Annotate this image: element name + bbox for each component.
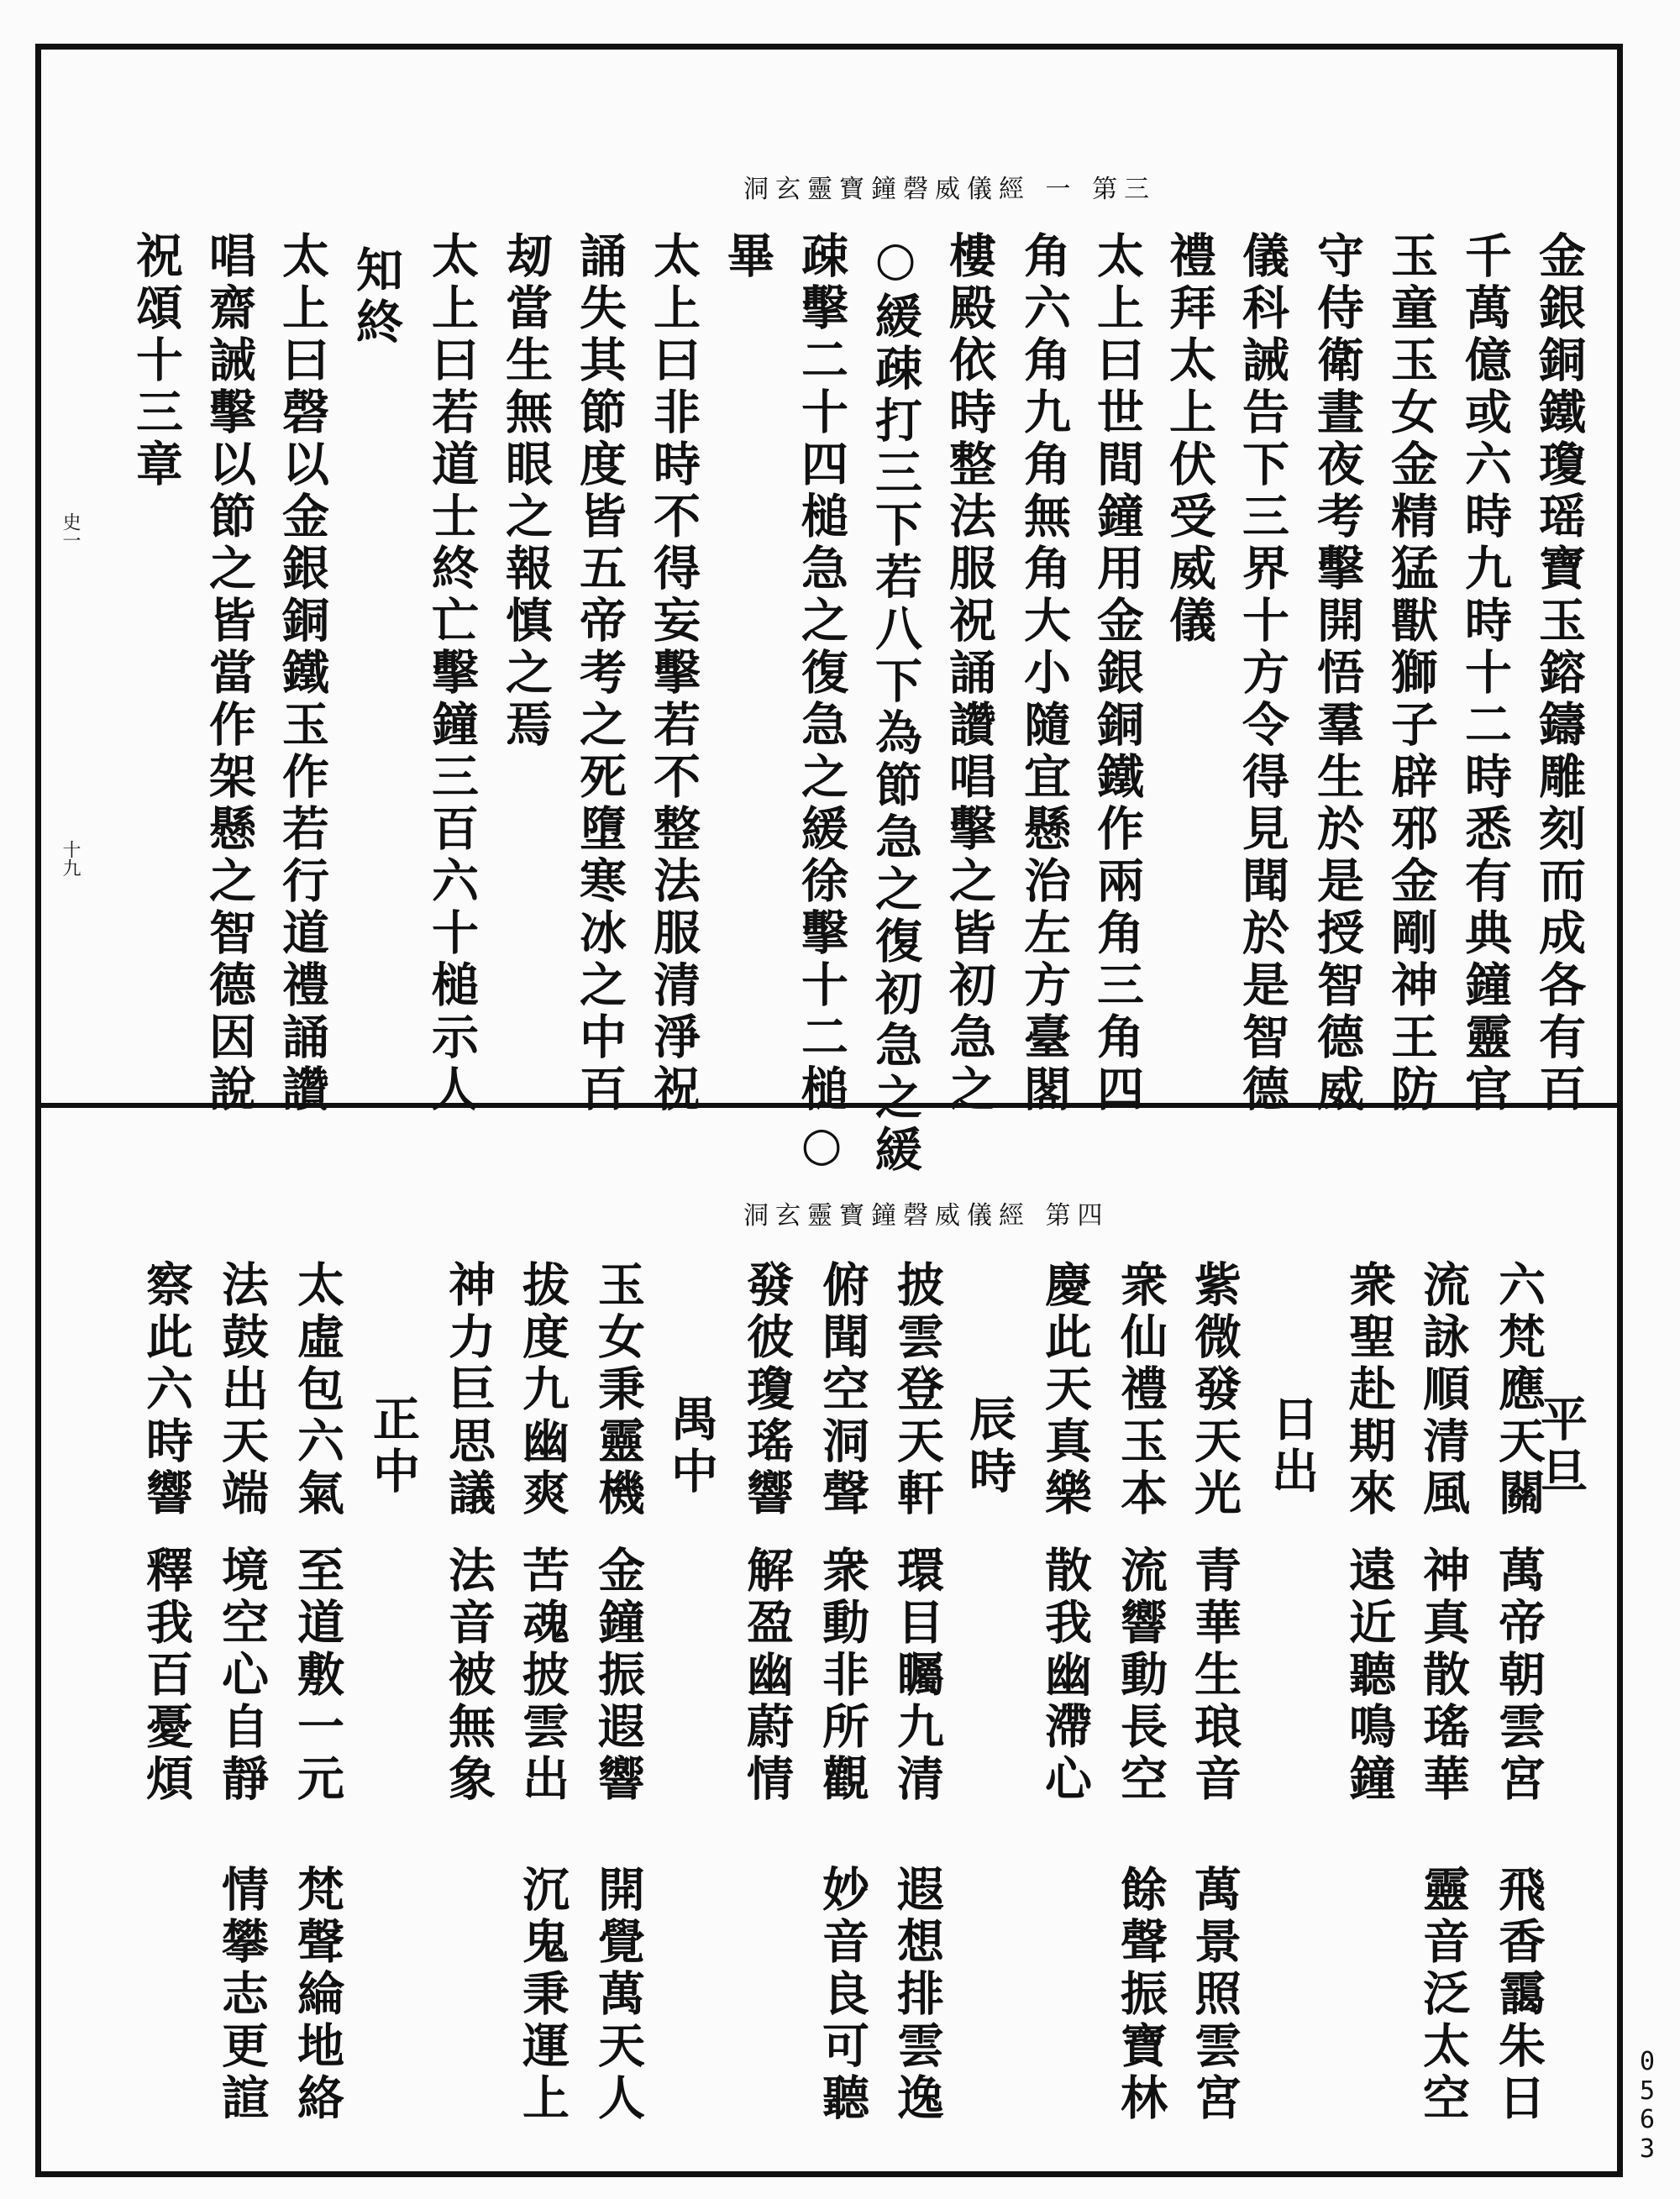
text-column: 角六角九角無角大小隨宜懸治左方臺閣 [1016, 231, 1072, 1116]
verse-segment: 情攀志更諠 [214, 1865, 270, 2125]
text-column: 千萬億或六時九時十二時悉有典鐘靈官 [1457, 231, 1513, 1116]
margin-page-number [1636, 2048, 1658, 2164]
verse-segment: 靈音泛太空 [1415, 1865, 1471, 2125]
margin-digit: 6 [1639, 2105, 1656, 2134]
text-column: 太上曰若道士終亡擊鐘三百六十槌示人 [424, 231, 480, 1116]
text-column: 玉童玉女金精猛獸獅子辟邪金剛神王防 [1383, 231, 1439, 1116]
verse-segment: 苦魂披雲出 [515, 1546, 570, 1806]
text-column: 刼當生無眼之報慎之焉 [498, 231, 554, 752]
verse-segment: 紫微發天光 [1187, 1260, 1242, 1520]
section-heading: 正中 [365, 1394, 421, 1498]
verse-segment: 飛香靄朱日 [1491, 1865, 1546, 2125]
verse-segment: 披雲登天軒 [890, 1260, 945, 1520]
text-column: 樓殿依時整法服祝誦讚唱擊之皆初急之 [942, 231, 997, 1116]
verse-segment: 神真散瑤華 [1415, 1546, 1471, 1806]
verse-segment: 法鼓出天端 [214, 1260, 270, 1520]
text-column: 誦失其節度皆五帝考之死墮寒冰之中百 [572, 231, 627, 1116]
verse-segment: 遠近聽鳴鐘 [1341, 1546, 1397, 1806]
verse-segment: 衆聖赴期來 [1341, 1260, 1397, 1520]
verse-segment: 梵聲綸地絡 [290, 1865, 345, 2125]
text-column: 祝頌十三章 [129, 231, 184, 491]
folio-mark-2: 十九 [60, 840, 81, 877]
verse-segment: 衆動非所觀 [815, 1546, 870, 1806]
folio-mark-1: 史一 [60, 512, 81, 549]
verse-segment: 釋我百憂煩 [139, 1546, 194, 1806]
verse-segment: 妙音良可聽 [815, 1865, 870, 2125]
verse-segment: 察此六時響 [139, 1260, 194, 1520]
text-column: 守侍衛晝夜考擊開悟羣生於是授智德威 [1310, 231, 1365, 1116]
top-header: 洞玄靈寶鐘磬威儀經 一 第三 [743, 175, 1157, 204]
verse-segment: 至道敷一元 [290, 1546, 345, 1806]
margin-digit: 5 [1639, 2076, 1656, 2106]
verse-segment: 解盈幽蔚情 [739, 1546, 795, 1806]
verse-segment: 開覺萬天人 [591, 1865, 646, 2125]
verse-segment: 俯聞空洞聲 [815, 1260, 870, 1520]
text-column: 疎擊二十四槌急之復急之緩徐擊十二槌○ [794, 231, 849, 1177]
verse-segment: 金鐘振遐響 [591, 1546, 646, 1806]
text-column: 太上曰磬以金銀銅鐵玉作若行道禮誦讚 [275, 231, 330, 1116]
text-column: 儀科誡告下三界十方令得見聞於是智德 [1235, 231, 1290, 1116]
verse-segment: 流響動長空 [1113, 1546, 1168, 1806]
verse-segment: 慶此天真樂 [1037, 1260, 1093, 1520]
verse-segment: 遐想排雲逸 [890, 1865, 945, 2125]
verse-segment: 流詠順清風 [1415, 1260, 1471, 1520]
verse-segment: 青華生琅音 [1187, 1546, 1242, 1806]
verse-segment: 發彼瓊瑤響 [739, 1260, 795, 1520]
section-heading: 禺中 [664, 1394, 719, 1498]
verse-segment: 萬帝朝雲宮 [1491, 1546, 1546, 1806]
verse-segment: 餘聲振寶林 [1113, 1865, 1168, 2125]
section-heading: 平旦 [1533, 1394, 1588, 1498]
verse-segment: 六梵應天關 [1491, 1260, 1546, 1520]
section-heading: 日出 [1264, 1394, 1320, 1498]
verse-segment: 衆仙禮玉本 [1113, 1260, 1168, 1520]
verse-segment: 太虛包六氣 [290, 1260, 345, 1520]
text-column: 太上曰世間鐘用金銀銅鐵作兩角三角四 [1089, 231, 1145, 1116]
verse-segment: 沉鬼秉運上 [515, 1865, 570, 2125]
text-column: ○緩疎打三下若八下為節急之復初急之緩 [868, 231, 923, 1177]
verse-segment: 萬景照雲宮 [1187, 1865, 1242, 2125]
verse-segment: 環目矚九清 [890, 1546, 945, 1806]
text-column: 唱齋誡擊以節之皆當作架懸之智德因說 [202, 231, 257, 1116]
verse-segment: 拔度九幽爽 [515, 1260, 570, 1520]
verse-segment: 散我幽滯心 [1037, 1546, 1093, 1806]
verse-segment: 法音被無象 [441, 1546, 496, 1806]
verse-segment: 神力巨思議 [441, 1260, 496, 1520]
text-column: 禮拜太上伏受威儀 [1162, 231, 1217, 648]
text-column: 知終 [349, 245, 404, 349]
margin-digit: 3 [1639, 2133, 1656, 2164]
margin-digit: 0 [1639, 2047, 1656, 2076]
verse-segment: 玉女秉靈機 [591, 1260, 646, 1520]
text-column: 畢 [720, 231, 775, 283]
section-heading: 辰時 [962, 1394, 1017, 1498]
bottom-header: 洞玄靈寶鐘磬威儀經 第四 [743, 1201, 1110, 1231]
verse-segment: 境空心自靜 [214, 1546, 270, 1806]
text-column: 金銀銅鐵瓊瑶寶玉鎔鑄雕刻而成各有百 [1531, 231, 1587, 1116]
text-column: 太上曰非時不得妄擊若不整法服清淨祝 [646, 231, 701, 1116]
